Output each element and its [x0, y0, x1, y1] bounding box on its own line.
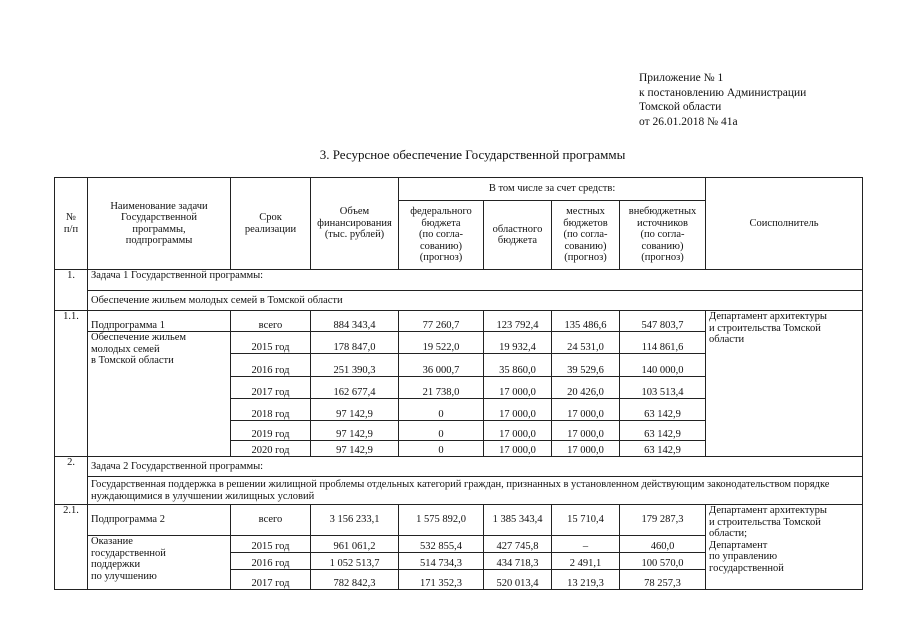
- cell-federal: 0: [399, 421, 484, 441]
- cell-federal: 532 855,4: [399, 536, 484, 553]
- header-volume: Объем финансирования (тыс. рублей): [311, 178, 399, 270]
- coexecutor-cell: Департамент архитектуры и строительства Томской области: [706, 311, 863, 457]
- cell-extra: 63 142,9: [620, 421, 706, 441]
- cell-local: 17 000,0: [552, 441, 620, 457]
- subprogram-description: Оказание государственной поддержки по улучшению: [88, 536, 231, 590]
- cell-regional: 427 745,8: [484, 536, 552, 553]
- cell-extra: 460,0: [620, 536, 706, 553]
- subprogram-name: Подпрограмма 2: [88, 505, 231, 536]
- coexecutor-cell: Департамент архитектуры и строительства Томской области; Департамент по управлению государственной: [706, 505, 863, 590]
- header-num: № п/п: [55, 178, 88, 270]
- cell-period: 2020 год: [231, 441, 311, 457]
- cell-federal: 19 522,0: [399, 332, 484, 354]
- cell-extra: 114 861,6: [620, 332, 706, 354]
- cell-period: 2017 год: [231, 377, 311, 399]
- cell-period: всего: [231, 505, 311, 536]
- cell-volume: 97 142,9: [311, 421, 399, 441]
- cell-period: всего: [231, 311, 311, 332]
- appendix-line: Приложение № 1: [639, 72, 724, 84]
- cell-period: 2019 год: [231, 421, 311, 441]
- cell-local: 15 710,4: [552, 505, 620, 536]
- cell-local: –: [552, 536, 620, 553]
- cell-regional: 434 718,3: [484, 553, 552, 570]
- cell-extra: 140 000,0: [620, 354, 706, 377]
- cell-regional: 17 000,0: [484, 441, 552, 457]
- cell-volume: 251 390,3: [311, 354, 399, 377]
- cell-volume: 782 842,3: [311, 570, 399, 590]
- cell-federal: 171 352,3: [399, 570, 484, 590]
- subprogram-description: Обеспечение жильем молодых семей в Томской области: [88, 332, 231, 457]
- cell-volume: 178 847,0: [311, 332, 399, 354]
- header-row-1: [55, 178, 863, 201]
- cell-local: 17 000,0: [552, 421, 620, 441]
- cell-regional: 17 000,0: [484, 399, 552, 421]
- subprogram-name: Подпрограмма 1: [88, 311, 231, 332]
- table-row: [55, 311, 863, 332]
- cell-extra: 63 142,9: [620, 399, 706, 421]
- cell-local: 17 000,0: [552, 399, 620, 421]
- subprogram-num: 1.1.: [55, 311, 88, 457]
- document-title: 3. Ресурсное обеспечение Государственной программы: [319, 147, 626, 162]
- cell-local: 39 529,6: [552, 354, 620, 377]
- header-task-name: Наименование задачи Государственной программы, подпрограммы: [88, 178, 231, 270]
- cell-volume: 97 142,9: [311, 399, 399, 421]
- cell-extra: 547 803,7: [620, 311, 706, 332]
- cell-period: 2015 год: [231, 332, 311, 354]
- cell-regional: 1 385 343,4: [484, 505, 552, 536]
- cell-volume: 961 061,2: [311, 536, 399, 553]
- cell-period: 2016 год: [231, 553, 311, 570]
- cell-volume: 3 156 233,1: [311, 505, 399, 536]
- cell-regional: 19 932,4: [484, 332, 552, 354]
- cell-regional: 17 000,0: [484, 377, 552, 399]
- appendix-line: Томской области: [639, 101, 722, 113]
- cell-extra: 179 287,3: [620, 505, 706, 536]
- cell-regional: 17 000,0: [484, 421, 552, 441]
- appendix-note: [639, 71, 806, 129]
- task-subtitle: Обеспечение жильем молодых семей в Томской области: [88, 291, 863, 311]
- cell-federal: 514 734,3: [399, 553, 484, 570]
- task-row: [55, 457, 863, 477]
- task-title: Задача 1 Государственной программы:: [88, 270, 863, 291]
- cell-volume: 884 343,4: [311, 311, 399, 332]
- cell-regional: 123 792,4: [484, 311, 552, 332]
- cell-extra: 63 142,9: [620, 441, 706, 457]
- cell-volume: 97 142,9: [311, 441, 399, 457]
- task-row: [55, 477, 863, 505]
- cell-regional: 520 013,4: [484, 570, 552, 590]
- cell-federal: 1 575 892,0: [399, 505, 484, 536]
- cell-volume: 1 052 513,7: [311, 553, 399, 570]
- header-local: местных бюджетов (по согла- сованию) (прогноз): [552, 201, 620, 270]
- cell-federal: 36 000,7: [399, 354, 484, 377]
- task-num: 2.: [55, 457, 88, 505]
- cell-extra: 103 513,4: [620, 377, 706, 399]
- header-including: В том числе за счет средств:: [399, 178, 706, 201]
- cell-federal: 21 738,0: [399, 377, 484, 399]
- task-num: 1.: [55, 270, 88, 311]
- cell-period: 2017 год: [231, 570, 311, 590]
- header-extra: внебюджетных источников (по согла- сованию) (прогноз): [620, 201, 706, 270]
- appendix-line: от 26.01.2018 № 41а: [639, 115, 738, 128]
- header-period: Срок реализации: [231, 178, 311, 270]
- cell-extra: 100 570,0: [620, 553, 706, 570]
- cell-local: 2 491,1: [552, 553, 620, 570]
- cell-period: 2018 год: [231, 399, 311, 421]
- cell-local: 24 531,0: [552, 332, 620, 354]
- header-coexecutor: Соисполнитель: [706, 178, 863, 270]
- resource-table: [54, 177, 863, 590]
- task-row: [55, 291, 863, 311]
- cell-federal: 0: [399, 399, 484, 421]
- subprogram-num: 2.1.: [55, 505, 88, 590]
- cell-period: 2015 год: [231, 536, 311, 553]
- task-row: [55, 270, 863, 291]
- cell-local: 13 219,3: [552, 570, 620, 590]
- header-regional: областного бюджета: [484, 201, 552, 270]
- cell-federal: 77 260,7: [399, 311, 484, 332]
- task-subtitle: Государственная поддержка в решении жилищной проблемы отдельных категорий граждан, признанных в установленном действующим законодательством порядке нуждающимися в улучшении жилищных условий: [88, 477, 863, 505]
- header-federal: федерального бюджета (по согла- сованию) (прогноз): [399, 201, 484, 270]
- cell-federal: 0: [399, 441, 484, 457]
- cell-volume: 162 677,4: [311, 377, 399, 399]
- task-title: Задача 2 Государственной программы:: [88, 457, 863, 477]
- cell-regional: 35 860,0: [484, 354, 552, 377]
- cell-local: 135 486,6: [552, 311, 620, 332]
- appendix-line: к постановлению Администрации: [639, 86, 807, 99]
- cell-local: 20 426,0: [552, 377, 620, 399]
- cell-period: 2016 год: [231, 354, 311, 377]
- cell-extra: 78 257,3: [620, 570, 706, 590]
- table-row: [55, 505, 863, 536]
